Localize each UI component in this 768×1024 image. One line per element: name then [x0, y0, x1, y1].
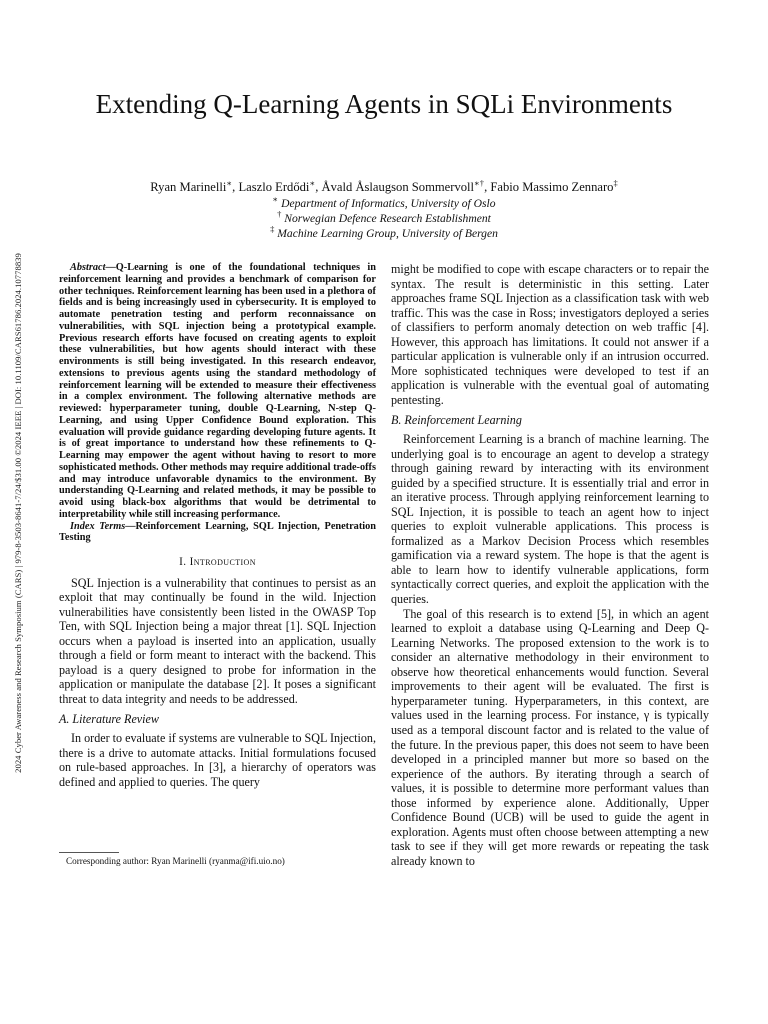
intro-paragraph: SQL Injection is a vulnerability that continues to persist as an exploit that may continually be found in the wild. Injection vulnerabilities have consistently been listed in the OWASP Top Ten, with SQL Injection being a major threat [1]. SQL Injection occurs when a payload is inserted into an application, usually through a field or form meant to interact with the backend. This payload is a query designed to probe for information in the application or manipulate the database [2]. It poses a significant threat to data integrity and needs to be addressed.	[59, 575, 376, 706]
affiliation-text: Norwegian Defence Research Establishment	[284, 211, 491, 225]
affiliation-mark: †	[277, 209, 282, 219]
affiliation	[60, 222, 708, 241]
index-terms-label: Index Terms	[70, 520, 126, 532]
author-name: Fabio Massimo Zennaro	[490, 180, 614, 195]
left-column	[59, 262, 376, 789]
side-banner	[12, 213, 24, 813]
index-terms-text: —Reinforcement Learning, SQL Injection, Penetration Testing	[59, 520, 376, 544]
affiliation-mark: ‡	[270, 224, 275, 234]
literature-review-continuation: might be modified to cope with escape characters or to repair the syntax. The result is deterministic in this setting. Later approaches frame SQL Injection as a classification task with web traffic. This was the case in Ross; investigators deployed a series of classifiers to perform anomaly detection on web traffic [4]. However, this approach has limitations. It could not answer if a particular application is vulnerable only if an intrusion occurred. More sophisticated techniques were developed to test if an application is vulnerable with the eventual goal of automating pentesting.	[391, 262, 709, 407]
author-mark: ∗†	[474, 178, 485, 188]
author-mark: ∗	[226, 178, 233, 188]
section-heading-introduction	[59, 555, 376, 570]
author-name: Ryan Marinelli	[150, 180, 227, 195]
author-mark: ∗	[309, 178, 316, 188]
subsection-heading-reinforcement-learning: B. Reinforcement Learning	[391, 413, 522, 428]
subsection-heading-literature-review: A. Literature Review	[59, 712, 159, 727]
abstract-label: Abstract	[70, 262, 106, 273]
author-name: Laszlo Erdődi	[238, 180, 310, 195]
doi-banner-text: 2024 Cyber Awareness and Research Symposium (CARS) | 979-8-3503-8641-7/24/$31.00 ©2024 IEEE | DOI: 10.1109/CARS61786.2024.10778839	[13, 253, 23, 773]
reinforcement-learning-paragraph: Reinforcement Learning is a branch of machine learning. The underlying goal is to encourage an agent to develop a strategy through gaining reward by interacting with its environment guided by a specified structure. It is essentially trial and error in an iterative process. Through applying reinforcement learning to SQL Injection, it is possible to teach an agent how to inject queries to exploit vulnerable applications. This process is formalized as a Markov Decision Process which resembles gamification via a reward system. The hope is that the agent is able to learn how to identify vulnerable applications, form syntactically correct queries, and exploit the application with the queries.	[391, 432, 709, 607]
corresponding-author-footnote: Corresponding author: Ryan Marinelli (ryanma@ifi.uio.no)	[66, 856, 285, 866]
abstract	[59, 262, 376, 521]
index-terms	[59, 521, 376, 545]
right-column	[391, 262, 709, 868]
affiliation-text: Department of Informatics, University of Oslo	[281, 196, 496, 210]
literature-review-paragraph: In order to evaluate if systems are vulnerable to SQL Injection, there is a drive to automate attacks. Initial formulations focused on rule-based approaches. In [3], a hierarchy of operators was defined and applied to queries. The query	[59, 731, 376, 789]
section-number: I.	[179, 556, 187, 568]
footnote-rule	[59, 852, 119, 853]
affiliation-text: Machine Learning Group, University of Bergen	[277, 226, 498, 240]
author-name: Åvald Åslaugson Sommervoll	[321, 180, 475, 195]
abstract-text: —Q-Learning is one of the foundational techniques in reinforcement learning and provides a benchmark of comparison for other techniques. Reinforcement learning has been used in a plethora of fields and is being increasingly used in cybersecurity. It is employed to automate penetration testing and perform reconnaissance on vulnerabilities, with SQL injection being a prototypical example. Previous research efforts have focused on creating agents to exploit these vulnerabilities, but how agents should interact with these environments is still being investigated. In this research endeavor, extensions to previous agents using the standard methodology of reinforcement learning will be extended to measure their effectiveness in a complex environment. The following alternative methods are reviewed: hyperparameter tuning, double Q-Learning, N-step Q-Learning, and using Upper Confidence Bound exploration. This evaluation will provide guidance regarding developing future agents. It is of great importance to understand how these refinements to Q-Learning may empower the agent without having to resort to more sophisticated methods. Other methods may require additional trade-offs and may introduce unfavorable dynamics to the environment. By understanding Q-Learning and related methods, it may be possible to avoid using black-box algorithms that would be detrimental to interpretability while still increasing performance.	[59, 262, 376, 520]
affiliation-mark: ∗	[272, 194, 279, 204]
author-mark: ‡	[613, 178, 618, 188]
research-goal-paragraph: The goal of this research is to extend [5], in which an agent learned to exploit a database using Q-Learning and Deep Q-Learning Networks. The proposed extension to the work is to consider an alternative methodology in their environment to observe how theoretical enhancements would function. Several improvements to their agent will be evaluated. The first is hyperparameter tuning. Hyperparameters, in this context, are values used in the learning process. For instance, γ is typically used as a temporal discount factor and is related to the value of the future. In the previous paper, this does not seem to have been developed in a principled manner but more so based on the experience of the authors. By iterating through a search of values, it is possible to determine more performant values than those informed by experience alone. Additionally, Upper Confidence Bound (UCB) will be used to guide the agent in exploration. Agents must often choose between attempting a new task to see if they will get more rewards or repeating the task already known to	[391, 606, 709, 868]
author-list: Ryan Marinelli∗, Laszlo Erdődi∗, Åvald Åslaugson Sommervoll∗†, Fabio Massimo Zennaro‡	[150, 178, 618, 195]
section-title: Introduction	[189, 556, 256, 568]
paper-title: Extending Q-Learning Agents in SQLi Environments	[95, 89, 673, 119]
